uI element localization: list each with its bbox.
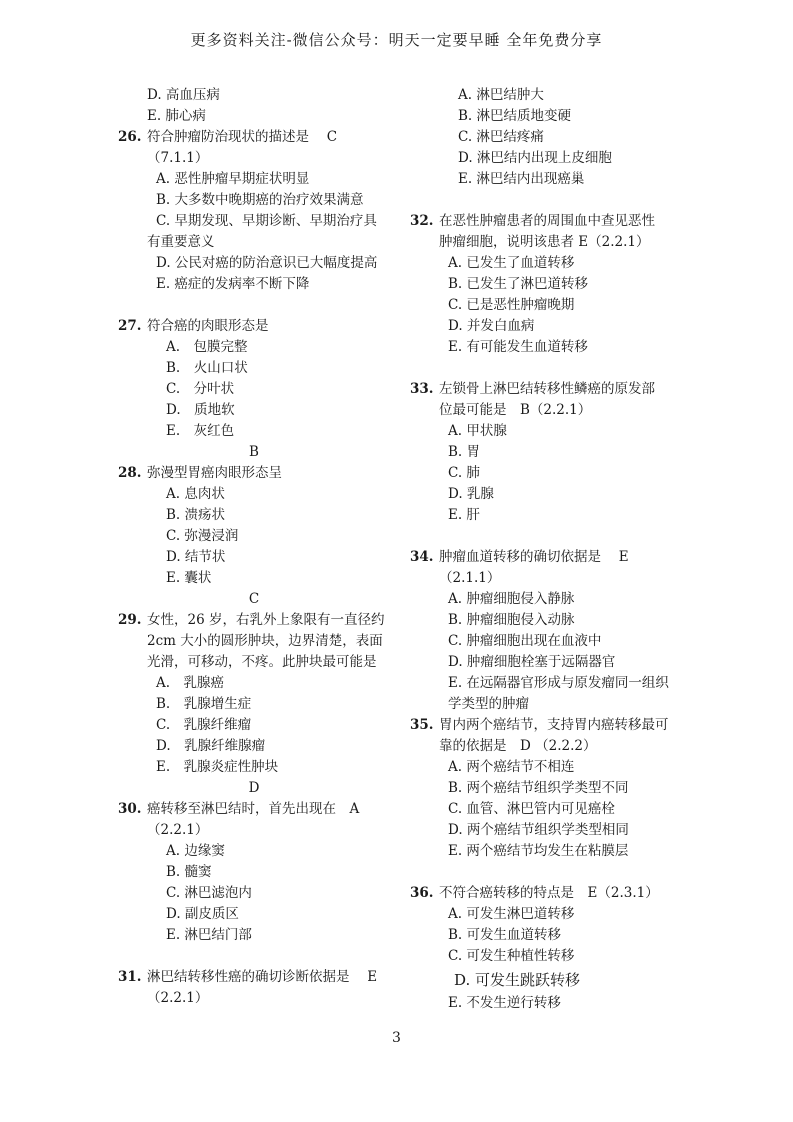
q30-option-e: E. 淋巴结门部 <box>166 927 252 943</box>
q29-number: 29. <box>118 612 142 628</box>
q32-option-e: E. 有可能发生血道转移 <box>448 339 588 355</box>
page-number: 3 <box>392 1030 401 1046</box>
q30-option-c: C. 淋巴滤泡内 <box>166 885 252 901</box>
q33-stem-line2: 位最可能是 B（2.2.1） <box>439 402 592 418</box>
q26-stem-line2: （7.1.1） <box>147 150 209 166</box>
q29-stem <box>118 610 390 631</box>
q30-number: 30. <box>118 801 142 817</box>
q35-option-d: D. 两个癌结节组织学类型相同 <box>448 822 629 838</box>
q34-option-e-cont: 学类型的肿瘤 <box>448 696 529 712</box>
q33-option-b: B. 胃 <box>448 444 481 460</box>
q30-stem-text: 癌转移至淋巴结时，首先出现在 A <box>147 801 360 817</box>
q34-option-a: A. 肿瘤细胞侵入静脉 <box>448 591 575 607</box>
q31-option-a: A. 淋巴结肿大 <box>458 87 544 103</box>
q26-option-d: D. 公民对癌的防治意识已大幅度提高 <box>156 255 378 271</box>
page-header: 更多资料关注-微信公众号：明天一定要早睡 全年免费分享 <box>190 31 603 49</box>
q28-option-e: E. 囊状 <box>166 570 212 586</box>
q29-option-b: B. 乳腺增生症 <box>156 696 252 712</box>
q31-stem-text: 淋巴结转移性癌的确切诊断依据是 E <box>147 969 378 985</box>
q31-option-c: C. 淋巴结疼痛 <box>458 129 544 145</box>
q26-option-a: A. 恶性肿瘤早期症状明显 <box>156 171 310 187</box>
q32-stem <box>410 211 680 232</box>
q34-option-c: C. 肿瘤细胞出现在血液中 <box>448 633 602 649</box>
q34-number: 34. <box>410 549 434 565</box>
left-column <box>118 85 390 1009</box>
q36-number: 36. <box>410 885 434 901</box>
q36-stem <box>410 883 680 904</box>
q27-option-b: B. 火山口状 <box>166 360 248 376</box>
q34-stem-line2: （2.1.1） <box>439 570 501 586</box>
q33-option-c: C. 肺 <box>448 465 480 481</box>
q34-stem-text: 肿瘤血道转移的确切依据是 E <box>439 549 629 565</box>
q32-option-c: C. 已是恶性肿瘤晚期 <box>448 297 575 313</box>
q29-stem-text: 女性，26 岁，右乳外上象限有一直径约 <box>147 612 385 628</box>
q26-stem-text: 符合肿瘤防治现状的描述是 C <box>147 129 338 145</box>
q26-stem <box>118 127 390 148</box>
q34-stem <box>410 547 680 568</box>
q33-option-e: E. 肝 <box>448 507 480 523</box>
q36-option-a: A. 可发生淋巴道转移 <box>448 906 575 922</box>
q28-stem-text: 弥漫型胃癌肉眼形态呈 <box>147 465 282 481</box>
q29-stem-line3: 光滑，可移动，不疼。此肿块最可能是 <box>147 654 377 670</box>
q30-option-b: B. 髓窦 <box>166 864 212 880</box>
q26-number: 26. <box>118 129 142 145</box>
q32-stem-text: 在恶性肿瘤患者的周围血中查见恶性 <box>439 213 655 229</box>
q29-option-e: E. 乳腺炎症性肿块 <box>156 759 279 775</box>
q31-number: 31. <box>118 969 142 985</box>
q35-option-a: A. 两个癌结节不相连 <box>448 759 575 775</box>
q28-option-b: B. 溃疡状 <box>166 507 226 523</box>
q35-option-e: E. 两个癌结节均发生在粘膜层 <box>448 843 629 859</box>
q29-option-a: A. 乳腺癌 <box>156 675 225 691</box>
q30-stem <box>118 799 390 820</box>
q25-option-e: E. 肺心病 <box>147 108 206 124</box>
q35-option-b: B. 两个癌结节组织学类型不同 <box>448 780 629 796</box>
q28-option-a: A. 息肉状 <box>166 486 225 502</box>
q32-number: 32. <box>410 213 434 229</box>
q32-stem-line2: 肿瘤细胞，说明该患者 E（2.2.1） <box>439 234 650 250</box>
q35-option-c: C. 血管、淋巴管内可见癌栓 <box>448 801 615 817</box>
q32-option-b: B. 已发生了淋巴道转移 <box>448 276 589 292</box>
q26-option-b: B. 大多数中晚期癌的治疗效果满意 <box>156 192 364 208</box>
q26-option-e: E. 癌症的发病率不断下降 <box>156 276 310 292</box>
q26-option-c-cont: 有重要意义 <box>147 234 215 250</box>
q35-stem <box>410 715 680 736</box>
q28-answer: C <box>248 591 260 607</box>
q27-number: 27. <box>118 318 142 334</box>
q29-stem-line2: 2cm 大小的圆形肿块，边界清楚，表面 <box>147 633 383 649</box>
q26-option-c: C. 早期发现、早期诊断、早期治疗具 <box>156 213 377 229</box>
q36-option-b: B. 可发生血道转移 <box>448 927 562 943</box>
q27-option-d: D. 质地软 <box>166 402 235 418</box>
q27-option-e: E. 灰红色 <box>166 423 235 439</box>
q27-stem-text: 符合癌的肉眼形态是 <box>147 318 269 334</box>
q36-option-e: E. 不发生逆行转移 <box>448 995 561 1011</box>
q27-stem <box>118 316 390 337</box>
q36-option-d: D. 可发生跳跃转移 <box>454 971 581 989</box>
q31-stem-line2: （2.2.1） <box>147 990 209 1006</box>
q33-option-d: D. 乳腺 <box>448 486 494 502</box>
q27-option-a: A. 包膜完整 <box>166 339 248 355</box>
q28-number: 28. <box>118 465 142 481</box>
q29-option-d: D. 乳腺纤维腺瘤 <box>156 738 266 754</box>
q27-answer: B <box>249 444 259 460</box>
q27-option-c: C. 分叶状 <box>166 381 235 397</box>
q34-option-b: B. 肿瘤细胞侵入动脉 <box>448 612 575 628</box>
q35-number: 35. <box>410 717 434 733</box>
q30-option-d: D. 副皮质区 <box>166 906 239 922</box>
q35-stem-text: 胃内两个癌结节，支持胃内癌转移最可 <box>439 717 669 733</box>
q29-option-c: C. 乳腺纤维瘤 <box>156 717 252 733</box>
q33-number: 33. <box>410 381 434 397</box>
q31-stem <box>118 967 390 988</box>
q28-option-d: D. 结节状 <box>166 549 226 565</box>
q33-stem-text: 左锁骨上淋巴结转移性鳞癌的原发部 <box>439 381 655 397</box>
q33-option-a: A. 甲状腺 <box>448 423 507 439</box>
q34-option-e: E. 在远隔器官形成与原发瘤同一组织 <box>448 675 669 691</box>
q29-answer: D <box>248 780 260 796</box>
q33-stem <box>410 379 680 400</box>
q36-option-c: C. 可发生种植性转移 <box>448 948 575 964</box>
q34-option-d: D. 肿瘤细胞栓塞于远隔器官 <box>448 654 616 670</box>
q35-stem-line2: 靠的依据是 D （2.2.2） <box>439 738 597 754</box>
q28-option-c: C. 弥漫浸润 <box>166 528 239 544</box>
q30-option-a: A. 边缘窦 <box>166 843 225 859</box>
q36-stem-text: 不符合癌转移的特点是 E（2.3.1） <box>439 885 659 901</box>
q32-option-d: D. 并发白血病 <box>448 318 535 334</box>
q28-stem <box>118 463 390 484</box>
q25-option-d: D. 高血压病 <box>147 87 220 103</box>
q32-option-a: A. 已发生了血道转移 <box>448 255 575 271</box>
right-column <box>410 85 680 1014</box>
q31-option-e: E. 淋巴结内出现癌巢 <box>458 171 585 187</box>
q31-option-d: D. 淋巴结内出现上皮细胞 <box>458 150 612 166</box>
q31-option-b: B. 淋巴结质地变硬 <box>458 108 572 124</box>
q30-stem-line2: （2.2.1） <box>147 822 209 838</box>
